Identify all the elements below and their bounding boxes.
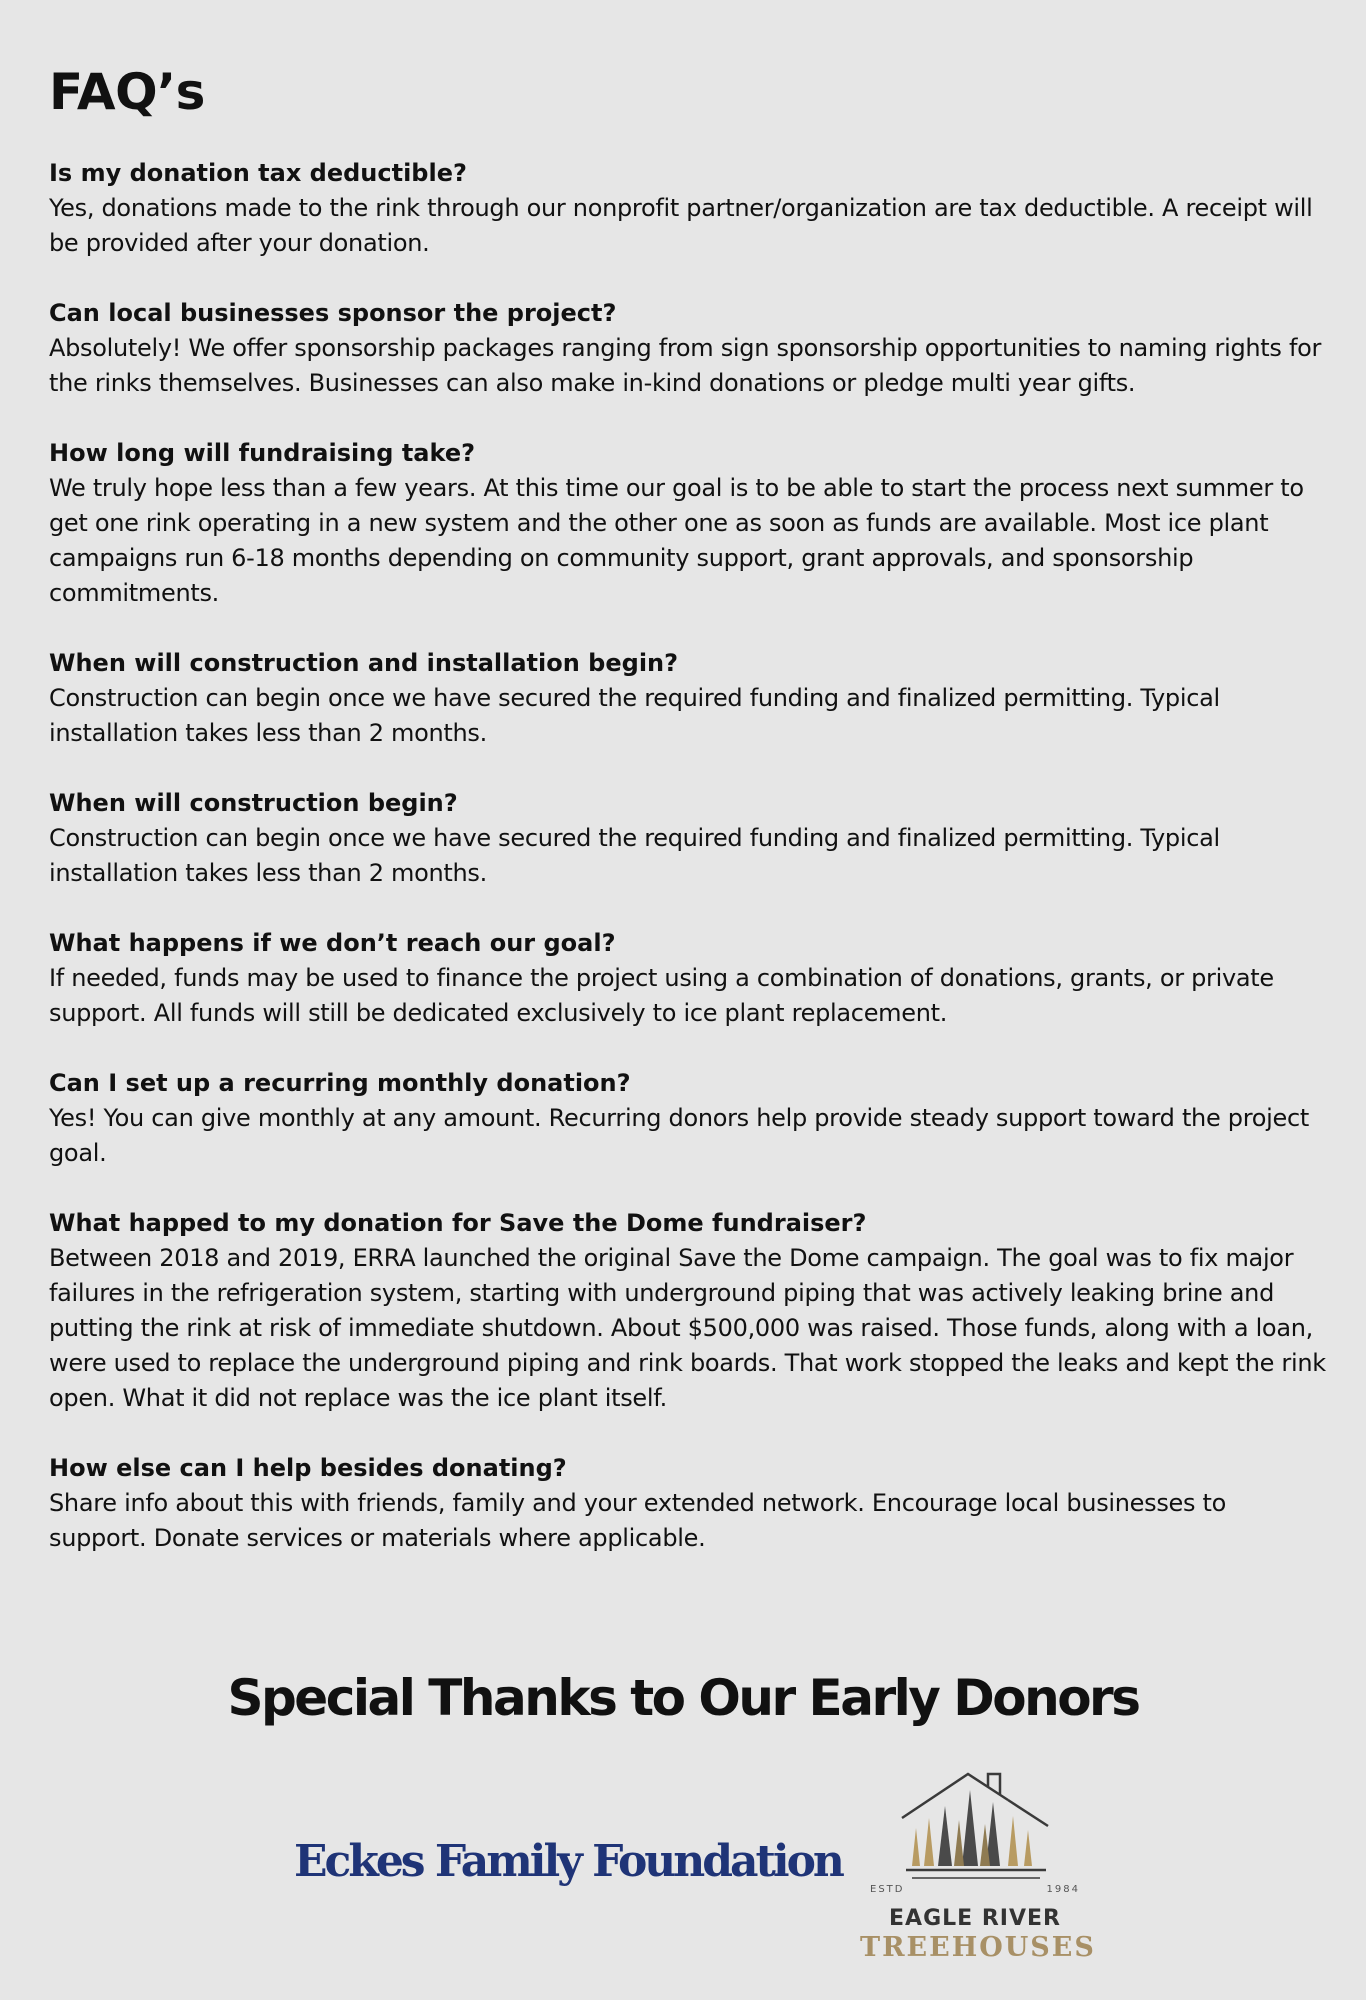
- special-thanks-title: Special Thanks to Our Early Donors: [227, 1669, 1139, 1727]
- faq-answer: Between 2018 and 2019, ERRA launched the original Save the Dome campaign. The goal was to fix major failures in the refrigeration system, starting with underground piping that was actively leaking brine and putting the rink at risk of immediate shutdown. About $500,000 was raised. Those funds, along with a loan, were used to replace the underground piping and rink boards. That work stopped the leaks and kept the rink open. What it did not replace was the ice plant itself.: [49, 1244, 1326, 1412]
- estd-label: ESTD: [870, 1884, 905, 1895]
- faq-question: What happens if we don’t reach our goal?: [49, 929, 616, 957]
- faq-item: [49, 436, 1329, 611]
- treehouses-name: TREEHOUSES: [860, 1932, 1096, 1963]
- faq-question: How long will fundraising take?: [49, 439, 476, 467]
- estd-row: [870, 1884, 1080, 1900]
- faq-answer: If needed, funds may be used to finance the project using a combination of donations, grants, or private support. All funds will still be dedicated exclusively to ice plant replacement.: [49, 964, 1274, 1027]
- faq-item: [49, 926, 1329, 1031]
- faq-question: When will construction begin?: [49, 789, 458, 817]
- faq-answer: Share info about this with friends, family and your extended network. Encourage local businesses to support. Donate services or materials where applicable.: [49, 1489, 1227, 1552]
- faq-title: FAQ’s: [49, 63, 205, 121]
- faq-item: [49, 296, 1329, 401]
- faq-section: [49, 62, 1329, 1591]
- faq-question: Is my donation tax deductible?: [49, 159, 467, 187]
- faq-answer: Construction can begin once we have secured the required funding and finalized permitting. Typical installation takes less than 2 months.: [49, 684, 1220, 747]
- faq-item: [49, 646, 1329, 751]
- faq-item: [49, 1066, 1329, 1171]
- faq-question: Can local businesses sponsor the project?: [49, 299, 617, 327]
- faq-item: [49, 156, 1329, 261]
- faq-item: [49, 1451, 1329, 1556]
- faq-question: When will construction and installation begin?: [49, 649, 679, 677]
- treehouse-icon: [898, 1770, 1052, 1884]
- eagle-river-name: EAGLE RIVER: [889, 1906, 1061, 1931]
- faq-question: What happed to my donation for Save the Dome fundraiser?: [49, 1209, 867, 1237]
- faq-answer: Yes, donations made to the rink through our nonprofit partner/organization are tax deductible. A receipt will be provided after your donation.: [49, 194, 1313, 257]
- donor-logos: [0, 1770, 1366, 1970]
- faq-answer: Yes! You can give monthly at any amount. Recurring donors help provide steady support toward the project goal.: [49, 1104, 1309, 1167]
- estd-year: 1984: [1046, 1884, 1080, 1895]
- eagle-river-treehouses-logo: [860, 1770, 1096, 1963]
- eckes-family-foundation-logo: Eckes Family Foundation: [294, 1836, 842, 1887]
- faq-answer: Construction can begin once we have secured the required funding and finalized permitting. Typical installation takes less than 2 months.: [49, 824, 1220, 887]
- faq-question: How else can I help besides donating?: [49, 1454, 567, 1482]
- faq-answer: Absolutely! We offer sponsorship packages ranging from sign sponsorship opportunities to naming rights for the rinks themselves. Businesses can also make in-kind donations or pledge multi year gifts.: [49, 334, 1322, 397]
- faq-answer: We truly hope less than a few years. At this time our goal is to be able to start the process next summer to get one rink operating in a new system and the other one as soon as funds are available. Most ice plant campaigns run 6-18 months depending on community support, grant approvals, and sponsorship commitments.: [49, 474, 1304, 607]
- faq-item: [49, 1206, 1329, 1416]
- faq-item: [49, 786, 1329, 891]
- faq-question: Can I set up a recurring monthly donation?: [49, 1069, 631, 1097]
